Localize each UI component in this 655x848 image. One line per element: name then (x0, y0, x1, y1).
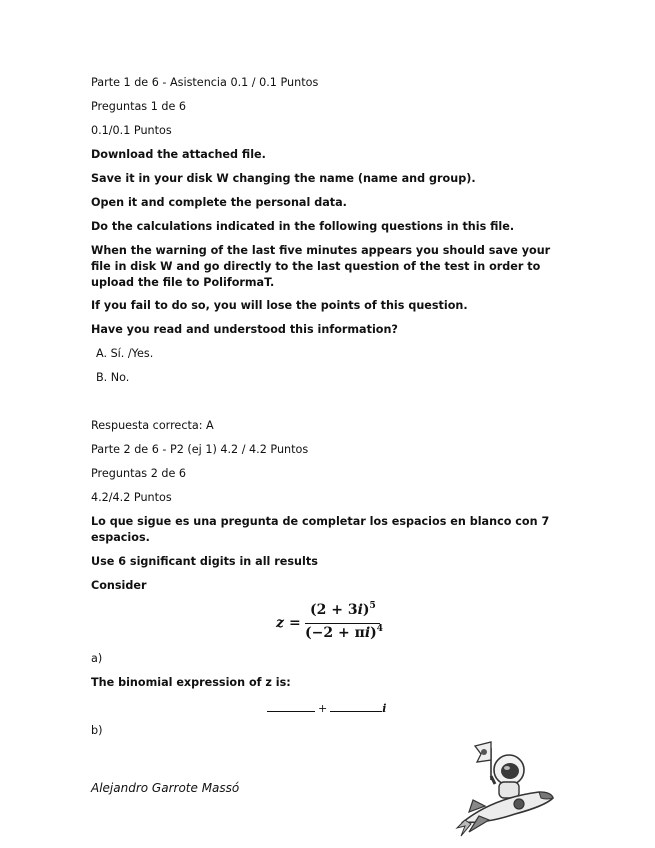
option-a[interactable]: A. Sí. /Yes. (96, 347, 154, 360)
question-understood: Have you read and understood this information? (91, 323, 398, 336)
imaginary-unit: i (382, 702, 387, 715)
binomial-answer-blanks (267, 700, 386, 716)
real-part-blank[interactable] (267, 700, 315, 712)
instruction-open: Open it and complete the personal data. (91, 196, 347, 209)
label-a: a) (91, 652, 103, 665)
plus-sign: + (318, 702, 328, 715)
correct-answer: Respuesta correcta: A (91, 419, 214, 432)
part2-intro: Lo que sigue es una pregunta de completar los espacios en blanco con 7 espacios. (91, 515, 550, 544)
label-b: b) (91, 724, 103, 737)
complex-fraction-formula (276, 602, 386, 646)
instruction-penalty: If you fail to do so, you will lose the points of this question. (91, 299, 468, 312)
option-b[interactable]: B. No. (96, 371, 130, 384)
formula-denominator: $(-2 + \pi i)^4$ (305, 624, 384, 641)
consider-label: Consider (91, 579, 147, 592)
binomial-prompt: The binomial expression of z is: (91, 676, 291, 689)
astronaut-rocket-icon (455, 740, 555, 838)
author-name: Alejandro Garrote Massó (91, 781, 240, 795)
part2-points: 4.2/4.2 Puntos (91, 491, 172, 504)
part1-questions-count: Preguntas 1 de 6 (91, 100, 187, 113)
instruction-download: Download the attached file. (91, 148, 266, 161)
formula-equals: = (289, 615, 301, 631)
part1-points: 0.1/0.1 Puntos (91, 124, 172, 137)
imaginary-part-blank[interactable] (330, 700, 382, 712)
part2-header: Parte 2 de 6 - P2 (ej 1) 4.2 / 4.2 Puntos (91, 443, 309, 456)
instruction-save: Save it in your disk W changing the name (name and group). (91, 172, 476, 185)
instruction-calculations: Do the calculations indicated in the following questions in this file. (91, 220, 515, 233)
significant-digits-note: Use 6 significant digits in all results (91, 555, 318, 568)
formula-lhs: z (276, 615, 284, 631)
formula-numerator: $(2 + 3i)^5$ (310, 601, 376, 618)
instruction-warning: When the warning of the last five minutes appears you should save your file in disk W and go directly to the last question of the test in order to upload the file to PoliformaT. (91, 244, 551, 289)
part2-questions-count: Preguntas 2 de 6 (91, 467, 187, 480)
part1-header: Parte 1 de 6 - Asistencia 0.1 / 0.1 Puntos (91, 76, 319, 89)
